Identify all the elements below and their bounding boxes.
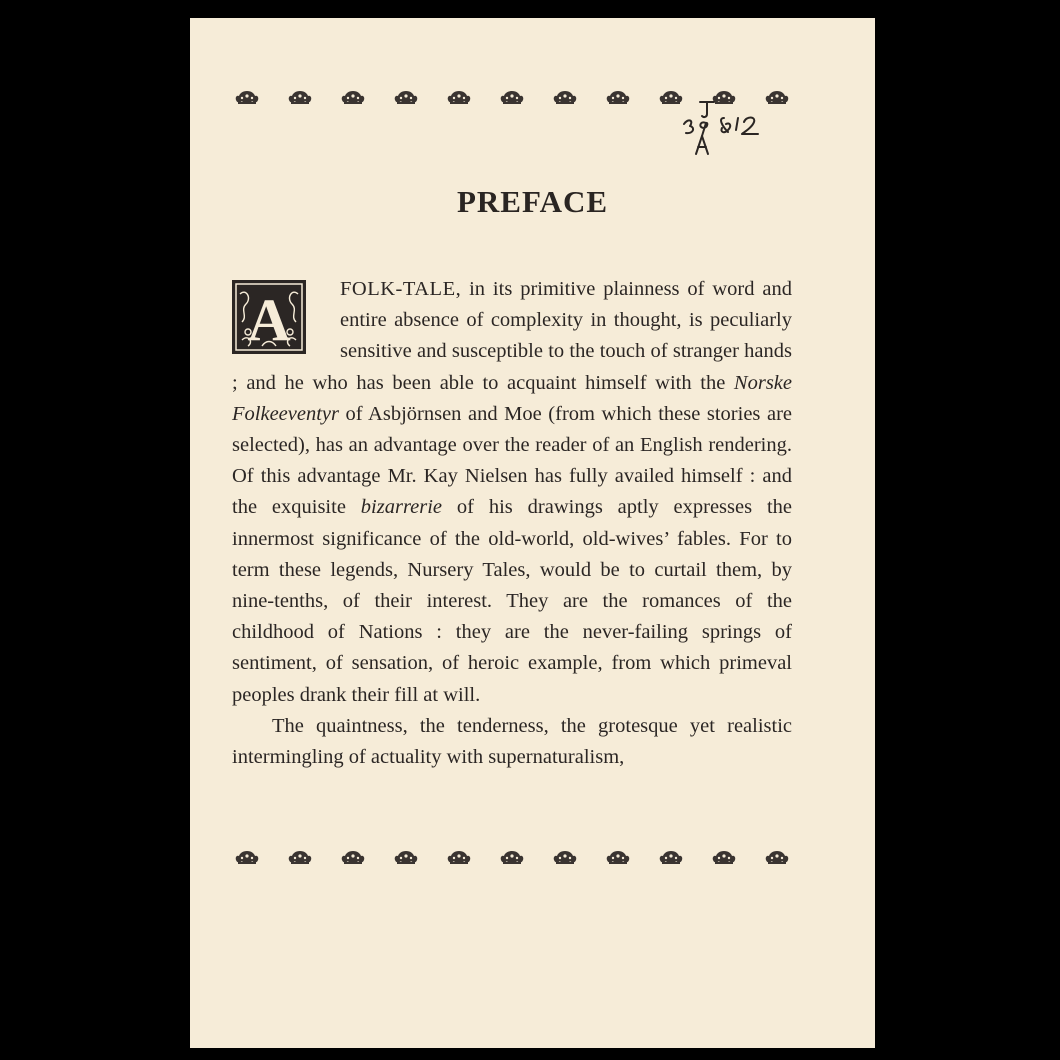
lead-words: FOLK-TALE, [340,278,462,300]
leaf-sprig-icon [499,847,525,867]
leaf-sprig-icon [446,847,472,867]
preface-body [232,274,792,773]
leaf-sprig-icon [605,87,631,107]
leaf-sprig-icon [340,847,366,867]
paragraph [232,274,792,711]
leaf-sprig-icon [234,87,260,107]
text-segment: in its primitive plainness of word and entire absence of complexity in thought, is peculiarly sensitive and susceptible to the touch of stranger hands ; and he who has been able to acquaint himself with the [232,278,792,394]
drop-cap-illuminated-letter [232,280,306,354]
leaf-sprig-icon [287,847,313,867]
text-segment: of his drawings aptly expresses the innermost significance of the old-world, old-wives’ fables. For to term these legends, Nursery Tales, would be to curtail them, by nine-tenths, of their interest. They are the romances of the childhood of Nations : they are the never-failing springs of sentiment, of sensation, of heroic example, from which primeval peoples drank their fill at will. [232,496,792,706]
book-page [190,18,875,1048]
leaf-sprig-icon [499,87,525,107]
leaf-sprig-icon [234,847,260,867]
italic-word: bizarrerie [360,496,443,519]
leaf-sprig-icon [340,87,366,107]
leaf-sprig-icon [393,87,419,107]
ornament-border-bottom [234,846,790,868]
leaf-sprig-icon [605,847,631,867]
leaf-sprig-icon [658,847,684,867]
leaf-sprig-icon [287,87,313,107]
leaf-sprig-icon [446,87,472,107]
leaf-sprig-icon [552,87,578,107]
leaf-sprig-icon [764,847,790,867]
leaf-sprig-icon [552,847,578,867]
text-segment: of Asbjörnsen and Moe (from which these stories are selected), has an advantage over the reader of an English rendering. Of this advantage Mr. Kay Nielsen has fully availed himself : and the exquisite [232,402,792,519]
leaf-sprig-icon [711,847,737,867]
paragraph: The quaintness, the tenderness, the grotesque yet realistic intermingling of actuality with supernaturalism, [232,714,792,769]
italic-title: Norske Folkeeventyr [232,371,792,425]
page-title: PREFACE [456,184,609,219]
drop-cap-letter: A [247,287,291,353]
handwritten-shelfmark-annotation [680,96,790,176]
leaf-sprig-icon [393,847,419,867]
